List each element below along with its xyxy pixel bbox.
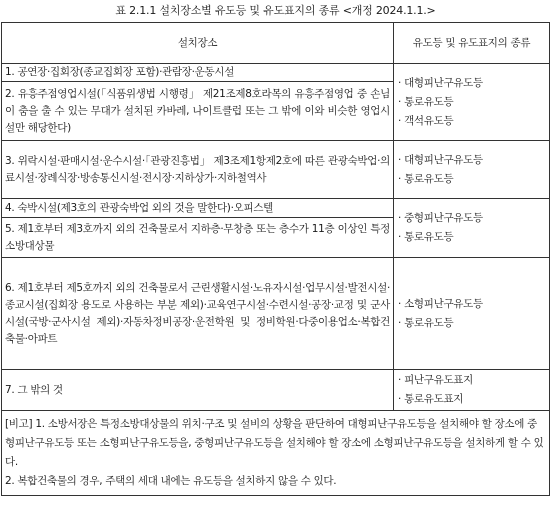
table-header-row bbox=[2, 23, 550, 64]
table-row bbox=[2, 258, 550, 370]
type-item: · 대형피난구유도등 bbox=[398, 76, 483, 89]
note-1: [비고] 1. 소방서장은 특정소방대상물의 위치·구조 및 설비의 상황을 판단하여 대형피난구유도등을 설치해야 할 장소에 중형피난구유도등 또는 소형피난구유도등을, 중형피난구유도등을 설치해야 할 장소에 소형피난구유도등을 설치하게 할 수 있다. bbox=[5, 418, 544, 468]
header-types: 유도등 및 유도표지의 종류 bbox=[394, 23, 550, 64]
type-item: · 통로유도표지 bbox=[398, 393, 464, 405]
type-item: · 중형피난구유도등 bbox=[398, 212, 483, 224]
location-cell-6: 6. 제1호부터 제5호까지 외의 건축물로서 근린생활시설·노유자시설·업무시설·발전시설·종교시설(집회장 용도로 사용하는 부분 제외)·교육연구시설·수련시설·공장·교정 및 군사시설(국방·군사시설 제외)·자동차정비공장·운전학원 및 정비학원·다중이용업소·복합건축물·아파트 bbox=[2, 258, 394, 370]
location-cell-3: 3. 위락시설·판매시설·운수시설·「관광진흥법」 제3조제1항제2호에 따른 관광숙박업·의료시설·장례식장·방송통신시설·전시장·지하상가·지하철역사 bbox=[2, 141, 394, 199]
type-item: · 피난구유도표지 bbox=[398, 374, 473, 386]
types-cell-group-5 bbox=[394, 370, 550, 411]
location-cell-2: 2. 유흥주점영업시설(「식품위생법 시행령」 제21조제8호라목의 유흥주점영업 중 손님이 춤을 출 수 있는 무대가 설치된 카바레, 나이트클럽 또는 그 밖에 이와 비슷한 영업시설만 해당한다) bbox=[2, 82, 394, 141]
types-cell-group-4 bbox=[394, 258, 550, 370]
table-row bbox=[2, 370, 550, 411]
header-location: 설치장소 bbox=[2, 23, 394, 64]
table-row bbox=[2, 64, 550, 82]
type-item: · 통로유도등 bbox=[398, 172, 454, 185]
note-2: 2. 복합건축물의 경우, 주택의 세대 내에는 유도등을 설치하지 않을 수 있다. bbox=[5, 475, 337, 487]
notes-row bbox=[2, 411, 550, 496]
table-caption: 표 2.1.1 설치장소별 유도등 및 유도표지의 종류 <개정 2024.1.1.> bbox=[115, 4, 436, 17]
location-cell-1: 1. 공연장·집회장(종교집회장 포함)·관람장·운동시설 bbox=[2, 64, 394, 82]
type-item: · 소형피난구유도등 bbox=[398, 297, 483, 310]
type-item: · 통로유도등 bbox=[398, 231, 454, 243]
location-cell-7: 7. 그 밖의 것 bbox=[2, 370, 394, 411]
type-item: · 통로유도등 bbox=[398, 95, 454, 108]
types-cell-group-1 bbox=[394, 64, 550, 141]
type-item: · 대형피난구유도등 bbox=[398, 153, 483, 166]
types-cell-group-2 bbox=[394, 141, 550, 199]
types-cell-group-3 bbox=[394, 199, 550, 258]
installation-table bbox=[1, 22, 550, 496]
location-cell-5: 5. 제1호부터 제3호까지 외의 건축물로서 지하층·무창층 또는 층수가 11층 이상인 특정소방대상물 bbox=[2, 218, 394, 258]
notes-cell bbox=[2, 411, 550, 496]
type-item: · 통로유도등 bbox=[398, 316, 454, 329]
table-row bbox=[2, 199, 550, 218]
table-row bbox=[2, 141, 550, 199]
type-item: · 객석유도등 bbox=[398, 114, 454, 127]
location-cell-4: 4. 숙박시설(제3호의 관광숙박업 외의 것을 말한다)·오피스텔 bbox=[2, 199, 394, 218]
